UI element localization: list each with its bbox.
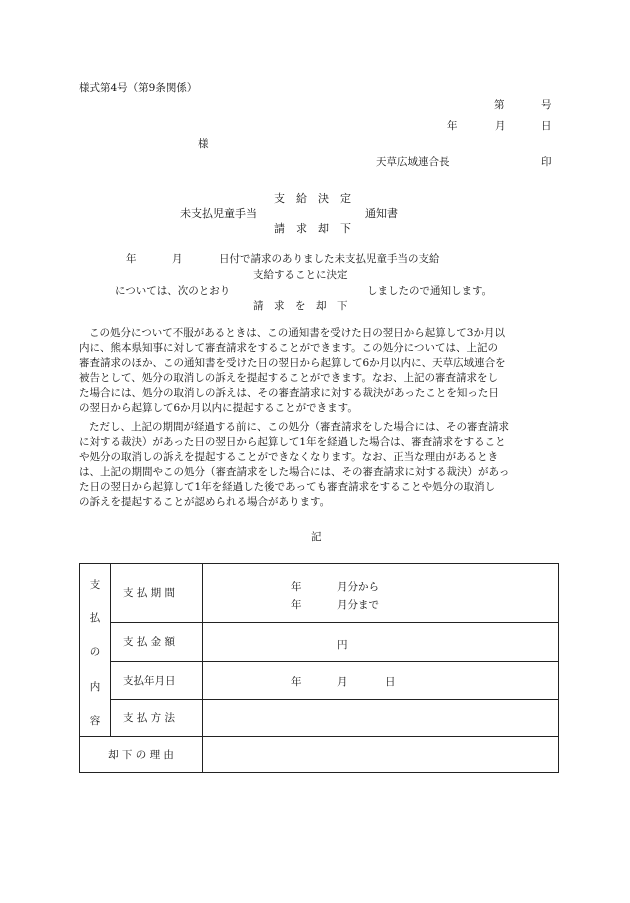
paragraph-line: の翌日から起算して6か月以内に提起することができます。	[79, 402, 358, 414]
ki-heading: 記	[311, 531, 322, 543]
paragraph-line: の訴えを提起することが認められる場合があります。	[79, 496, 331, 508]
notice-paragraph-1	[79, 326, 559, 416]
rejection-reason-value[interactable]	[203, 737, 559, 773]
date-month: 月	[337, 676, 348, 689]
side-label-char: 払	[89, 612, 101, 624]
payment-date-value[interactable]	[203, 662, 559, 699]
payment-amount-value[interactable]	[203, 622, 559, 661]
payment-amount-label: 支 払 金 額	[111, 622, 203, 661]
payment-details-table	[79, 563, 559, 773]
form-number: 様式第4号（第9条関係）	[79, 82, 198, 94]
paragraph-line: た場合には、処分の取消しの訴えは、その審査請求に対する裁決があったことを知った日	[79, 387, 499, 399]
side-label-char: 容	[89, 715, 101, 727]
title-prefix: 未支払児童手当	[180, 207, 257, 220]
title-option-rejection: 請 求 却 下	[274, 222, 351, 235]
paragraph-line: に対する裁決）があった日の翌日から起算して1年を経過した場合は、審査請求をすること	[79, 436, 506, 448]
statement-year: 年	[126, 253, 137, 265]
issue-date-year: 年	[447, 120, 458, 132]
statement-month: 月	[172, 253, 183, 265]
paragraph-line: は、上記の期間やこの処分（審査請求をした場合には、その審査請求に対する裁決）があっ	[79, 466, 510, 478]
sender-name: 天草広域連合長	[376, 156, 450, 168]
date-year: 年	[291, 676, 302, 689]
payment-period-value[interactable]	[203, 564, 559, 623]
title-option-decision: 支 給 決 定	[274, 192, 351, 205]
period-from: 月分から	[337, 581, 379, 593]
paragraph-line: や処分の取消しの訴えを提起することができなくなります。なお、正当な理由があるとき	[79, 451, 499, 463]
paragraph-line: この処分について不服があるときは、この通知書を受けた日の翌日から起算して3か月以	[89, 327, 505, 339]
paragraph-line: 内に、熊本県知事に対して審査請求をすることができます。この処分については、上記の	[79, 342, 498, 354]
date-day: 日	[385, 676, 396, 689]
notice-paragraph-2	[79, 420, 559, 510]
side-label-char: 内	[89, 681, 101, 693]
payment-method-value[interactable]	[203, 699, 559, 736]
issue-date-month: 月	[495, 120, 506, 132]
addressee-suffix: 様	[198, 138, 209, 150]
paragraph-line: 被告として、処分の取消しの訴えを提起することができます。なお、上記の審査請求をし	[79, 372, 498, 384]
side-label-char: 支	[89, 579, 101, 591]
paragraph-line: た日の翌日から起算して1年を経過した後であっても審査請求をすることや処分の取消し	[79, 481, 496, 493]
payment-period-label: 支 払 期 間	[111, 564, 203, 623]
statement-line1: 日付で請求のありました未支払児童手当の支給	[219, 253, 440, 265]
statement-option-rejection: 請 求 を 却 下	[253, 300, 348, 312]
paragraph-line: ただし、上記の期間が経過する前に、この処分（審査請求をした場合には、その審査請求	[89, 421, 509, 433]
paragraph-line: 審査請求のほか、この通知書を受けた日の翌日から起算して6か月以内に、天草広域連合を	[79, 357, 506, 369]
period-to: 月分まで	[337, 599, 379, 611]
document-number-suffix: 号	[541, 99, 552, 111]
payment-content-side-label	[80, 564, 111, 737]
payment-method-label: 支 払 方 法	[111, 699, 203, 736]
rejection-reason-label: 却 下 の 理 由	[80, 737, 203, 773]
statement-line2-suffix: しましたので通知します。	[367, 285, 493, 297]
document-number-label: 第	[494, 99, 505, 111]
seal-mark: 印	[541, 156, 552, 168]
side-label-char: の	[89, 646, 101, 658]
statement-option-decision: 支給することに決定	[253, 269, 348, 281]
statement-line2-prefix: については、次のとおり	[115, 285, 231, 297]
period-to-year: 年	[291, 599, 302, 611]
title-suffix: 通知書	[365, 207, 398, 220]
issue-date-day: 日	[541, 120, 552, 132]
payment-date-label: 支払年月日	[111, 662, 203, 699]
amount-unit: 円	[337, 638, 348, 651]
period-from-year: 年	[291, 581, 302, 593]
